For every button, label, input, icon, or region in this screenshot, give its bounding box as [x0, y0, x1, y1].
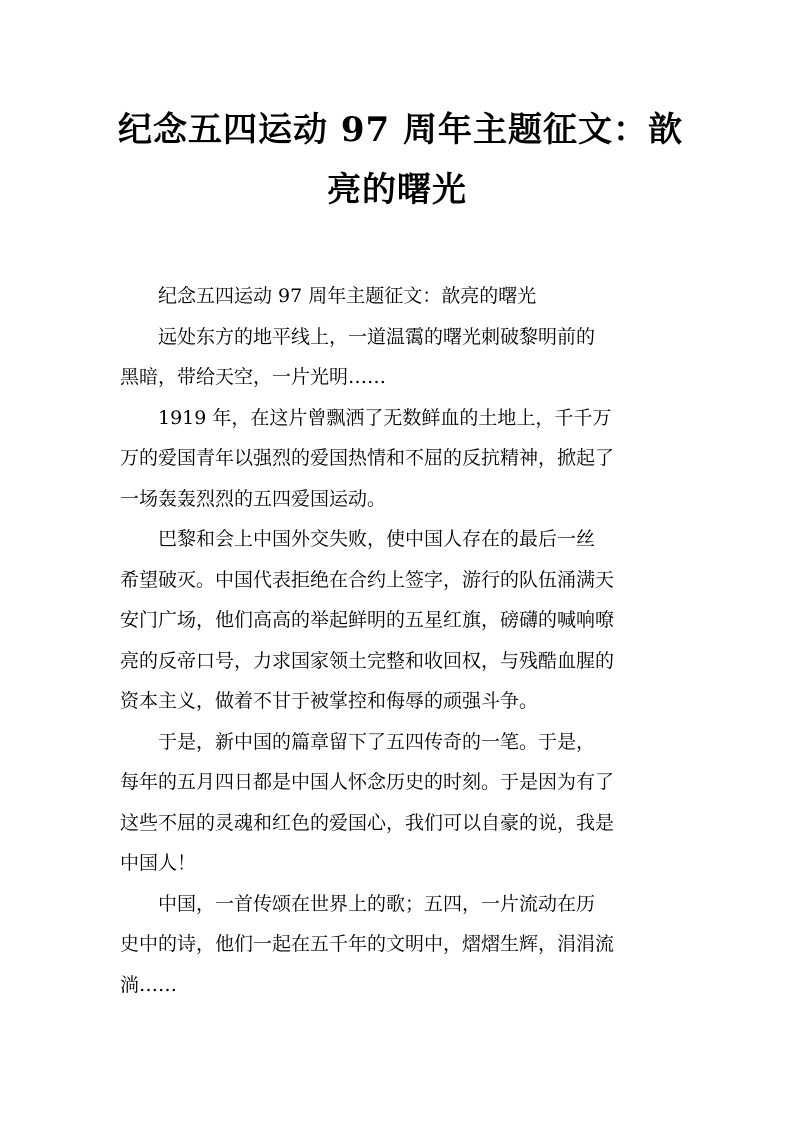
text-line: 安门广场，他们高高的举起鲜明的五星红旗，磅礴的喊响嘹 [120, 609, 615, 631]
text-line: 中国，一首传颂在世界上的歌；五四，一片流动在历 [158, 892, 596, 915]
paragraph-5 [120, 722, 675, 884]
text-line: 万的爱国青年以强烈的爱国热情和不屈的反抗精神，掀起了 [120, 447, 615, 469]
text-line: 中国人！ [120, 852, 197, 874]
document-body [120, 276, 675, 1005]
paragraph-4 [120, 519, 675, 722]
text-line: 巴黎和会上中国外交失败，使中国人存在的最后一丝 [158, 528, 596, 550]
text-line: 希望破灭。中国代表拒绝在合约上签字，游行的队伍涌满天 [120, 568, 615, 591]
text-line: 一场轰轰烈烈的五四爱国运动。 [120, 487, 387, 510]
text-line: 淌…… [120, 973, 178, 996]
text-line: 纪念五四运动 97 周年主题征文：歆亮的曙光 [158, 285, 537, 307]
text-line: 1919 年，在这片曾飘洒了无数鲜血的土地上，千千万 [158, 406, 612, 429]
text-line: 于是，新中国的篇章留下了五四传奇的一笔。于是， [158, 730, 596, 753]
paragraph-1 [120, 276, 675, 317]
paragraph-2 [120, 317, 675, 398]
paragraph-3 [120, 398, 675, 520]
title-line-1: 纪念五四运动 97 周年主题征文：歆 [118, 110, 683, 150]
text-line: 资本主义，做着不甘于被掌控和侮辱的顽强斗争。 [120, 690, 539, 712]
text-line: 每年的五月四日都是中国人怀念历史的时刻。于是因为有了 [120, 771, 615, 793]
text-line: 黑暗，带给天空，一片光明…… [120, 366, 387, 388]
document-title [118, 100, 683, 220]
title-line-2: 亮的曙光 [327, 170, 467, 210]
text-line: 远处东方的地平线上，一道温霭的曙光刺破黎明前的 [158, 325, 596, 348]
paragraph-6 [120, 884, 675, 1006]
text-line: 亮的反帝口号，力求国家领土完整和收回权，与残酷血腥的 [120, 649, 615, 672]
text-line: 这些不屈的灵魂和红色的爱国心，我们可以自豪的说，我是 [120, 811, 615, 834]
text-line: 史中的诗，他们一起在五千年的文明中，熠熠生辉，涓涓流 [120, 933, 615, 955]
